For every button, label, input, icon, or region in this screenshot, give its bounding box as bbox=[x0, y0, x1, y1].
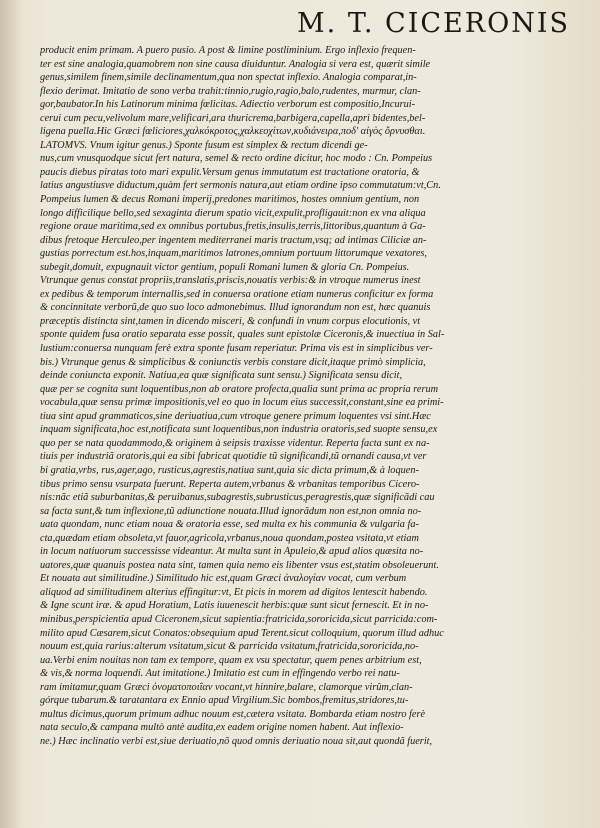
text-line: & vis,& norma loquendi. Aut imitatione.) Imitatio est cum in effingendo verbo rei natu- bbox=[40, 668, 400, 680]
text-line: producit enim primam. A puero pusio. A post & limine postliminium. Ergo inflexio frequen- bbox=[40, 45, 416, 56]
text-line: uatores,quæ quanuis postea nata sint, tamen quia nemo eis libenter vsus est,statim obsoleuerunt. bbox=[40, 559, 439, 571]
text-line: subegit,domuit, expugnauit victor gentium, populi Romani lumen & gloria Cn. Pompeius. bbox=[40, 261, 410, 273]
text-line: sa facta sunt,& tum inflexione,tũ adiunctione nouata.Illud ignorãdum non est,non omnia no- bbox=[40, 505, 422, 517]
text-line: vocabula,quæ sensu primæ impositionis,vel eo quo in locum eius successit,constant,sine ea primi- bbox=[40, 397, 444, 409]
text-line: & concinnitate verborũ,de quo suo loco admonebimus. Illud ignorandum non est, hæc quanuis bbox=[40, 302, 431, 314]
text-line: regione oraue maritima,sed ex omnibus portubus,fretis,insulis,terris,littoribus,quantum à Ga- bbox=[40, 221, 426, 233]
text-line: flexio derimat. Imitatio de sono verba trahit:tinnio,rugio,ragio,balo,rudentes, murmur, clan- bbox=[40, 85, 421, 97]
text-line: ter est sine analogia,quamobrem non sine causa diuiduntur. Analogia si vera est, quærit simile bbox=[40, 58, 431, 70]
text-line: præceptis distincta sint,tamen in dicendo misceri, & confundi in vnum corpus elocutionis, vt bbox=[40, 315, 421, 327]
text-line: tiuis per industriã oratoris,qui ea sibi fabricat quotidie tũ significandi,tũ ornandi causa,vt ver bbox=[40, 451, 427, 463]
text-line: minibus,perspicientia apud Ciceronem,sicut sapientia:fratricida,sororicida,sicut parricida:com- bbox=[40, 613, 438, 625]
text-line: ne.) Hæc inclinatio verbi est,siue deriuatio,nõ quod omnis deriuatio noua sit,aut quondã fuerit, bbox=[40, 735, 433, 747]
text-line: nus,cum vnusquodque sicut fert natura, semel & recto ordine dicitur, hoc modo : Cn. Pompeius bbox=[40, 153, 433, 165]
text-line: cta,quædam etiam obsoleta,vt fauor,agricola,vrbanus,noua quondam,postea vsitata,vt etiam bbox=[40, 532, 419, 544]
text-line: in locum natiuorum successisse videantur. At multa sunt in Apuleio,& apud alios quæsita no- bbox=[40, 546, 424, 558]
text-line: uata quondam, nunc etiam noua & oratoria esse, sed multa ex his communia & vulgaria fa- bbox=[40, 519, 419, 531]
text-line: deinde coniuncta exponit. Natiua,ea quæ significata sunt sensu.) Significata sensu dicit, bbox=[40, 370, 403, 382]
gutter-shadow bbox=[0, 0, 22, 828]
text-line: gustias porrectum est.hos,inquam,maritimos latrones,omnium portuum littorumque vexatores, bbox=[40, 248, 427, 260]
text-line: ram imitamur,quam Græci ὀνοματοποιΐαν vocant,vt hinnire,balare, clamorque virûm,clan- bbox=[40, 681, 413, 693]
text-line: milito apud Cæsarem,sicut Conatos:obsequium apud Terent.sicut colloquium, quorum illud adhuc bbox=[40, 627, 444, 639]
text-line: ligena puella.Hic Græci fœliciores,χαλκόκροτος,χαλκεοχίτων,κυδιάνειρα,ποδ' αἰγὸς ὄρνυσθαι. bbox=[40, 126, 426, 138]
body-text bbox=[40, 44, 585, 748]
text-line: ex pedibus & temporum internallis,sed in conuersa oratione etiam numerus conficitur ex forma bbox=[40, 288, 434, 300]
text-line: cerui cum pecu,velivolum mare,velificari,ara thuricrema,barbigera,capella,apri bidentes,bel- bbox=[40, 112, 426, 124]
text-line: paucis diebus piratas toto mari expulit.Versum genus immutatum est tractatione oratoria, & bbox=[40, 166, 420, 178]
text-line: nata seculo,& campana multò antè audita,ex eadem origine nomen habent. Aut inflexio- bbox=[40, 722, 404, 734]
text-line: latius angustiusve diductum,quàm fert sermonis natura,aut etiam ordine ipso commutatum:vt,Cn. bbox=[40, 180, 441, 192]
text-line: lustium:conuersa nunquam ferè extra sponte fusam reperiatur. Prima vis est in simplicibus ver- bbox=[40, 343, 433, 355]
text-line: LATOMVS. Vnum igitur genus.) Sponte fusum est simplex & rectum dicendi ge- bbox=[40, 139, 368, 151]
text-line: Pompeius lumen & decus Romani imperij,predones maritimos, hostes omnium gentium, non bbox=[40, 194, 420, 206]
text-line: ua.Verbi enim nouitas non tam ex tempore, quam ex vsu spectatur, quem penes arbitrium est, bbox=[40, 654, 422, 666]
text-line: bi gratia,vrbs, rus,ager,ago, rusticus,agrestis,natiua sunt,quia sic dicta primum,& à loquen- bbox=[40, 464, 419, 476]
text-line: multus dicimus,quorum primum adhuc nouum est,cætera vsitata. Bombarda etiam nostro ferè bbox=[40, 708, 426, 720]
text-line: quo per se nata quodammodo,& originem à seipsis traxisse videntur. Reperta facta sunt ex na- bbox=[40, 437, 430, 449]
text-line: aliquod ad similitudinem alterius effingitur:vt, Et picis in morem ad digitos lentescit habendo. bbox=[40, 586, 428, 598]
text-line: tibus primo sensu vsurpata fuerunt. Reperta autem,vrbanus & vrbanitas temporibus Cicero- bbox=[40, 478, 420, 490]
text-line: nouum est,quia rarius:alterum vsitatum,sicut & parricida vsitatum,fratricida,sororicida,no- bbox=[40, 641, 419, 653]
text-line: bis.) Vtrunque genus & simplicibus & coniunctis verbis constare dicit,itaque primò simplicia, bbox=[40, 356, 426, 368]
text-line: dibus fretoque Herculeo,per ingentem mediterranei maris tractum,vsq; ad intimas Ciliciæ an- bbox=[40, 234, 427, 246]
running-header: M. T. CICERONIS bbox=[297, 8, 570, 39]
text-line: nis:nãc etiã suburbanitas,& peruibanus,subagrestis,subrusticus,peragrestis,quæ significãdi cau bbox=[40, 492, 435, 504]
text-line: górque tubarum.& taratantara ex Ennio apud Virgilium.Sic bombos,fremitus,stridores,tu- bbox=[40, 695, 409, 707]
text-line: genus,similem finem,simile declinamentum,qua non spectat inflexio. Analogia comparat,in- bbox=[40, 72, 417, 84]
text-line: & Igne scunt iræ. & apud Horatium, Latis iuuenescit herbis:quæ sunt sicut fernescit. Et in no- bbox=[40, 600, 429, 612]
text-line: tiua sint apud grammaticos,sine deriuatiua,cum vtroque genere primum loquentes vsi sint.Hæc bbox=[40, 410, 431, 422]
text-line: Vtrunque genus constat propriis,translatis,priscis,nouatis verbis:& in vtroque numerus inest bbox=[40, 275, 421, 287]
text-line: quæ per se cognita sunt loquentibus,non ab oratore profecta,qualia sunt prima ac propria rerum bbox=[40, 383, 439, 395]
text-line: gor,baubator.In his Latinorum minima fœlicitas. Adiectio verborum est compositio,Incurui- bbox=[40, 99, 416, 111]
text-line: longo difficilique bello,sed sexaginta dierum spatio vicit,expulit,profligauit:non ex vna aliqua bbox=[40, 207, 426, 219]
text-line: Et nouata aut similitudine.) Similitudo hic est,quam Græci ἀναλογίαν vocat, cum verbum bbox=[40, 573, 407, 585]
text-line: sponte quidem fusa oratio separata esse possit, quales sunt epistolæ Ciceronis,& inuectiua in Sal- bbox=[40, 329, 445, 341]
text-line: inquam significata,hoc est,notificata sunt loquentibus,non industria oratoris,sed suopte sensu,ex bbox=[40, 424, 438, 436]
